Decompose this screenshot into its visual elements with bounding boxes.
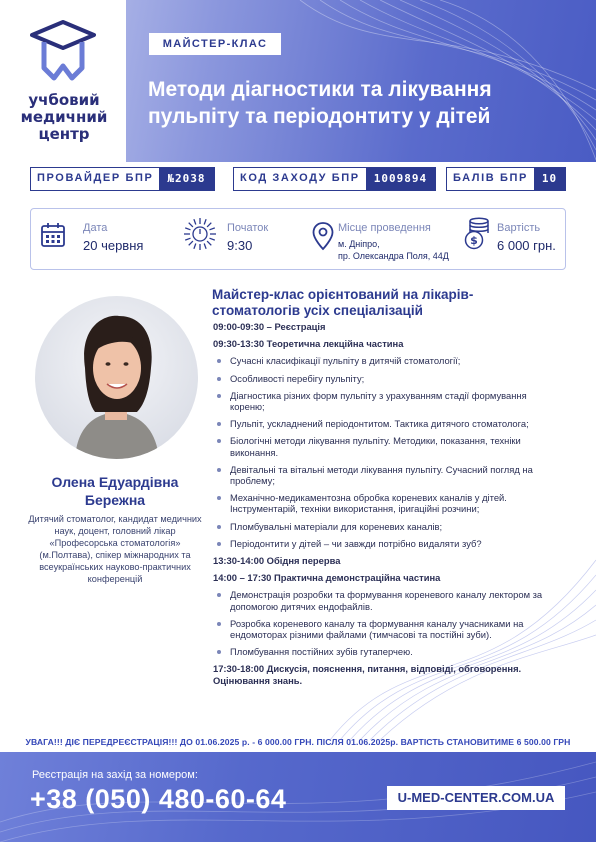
price-label: Вартість <box>497 222 541 234</box>
registration-label: Реєстрація на захід за номером: <box>32 769 198 781</box>
place-line-2: пр. Олександра Поля, 44Д <box>338 251 449 261</box>
info-date <box>39 219 169 263</box>
header-banner <box>0 0 596 162</box>
program-time-4: 14:00 – 17:30 Практична демонстраційна частина <box>213 572 441 584</box>
calendar-icon <box>39 221 67 249</box>
location-pin-icon <box>311 221 335 251</box>
start-label: Початок <box>227 222 269 234</box>
svg-text:$: $ <box>470 234 478 247</box>
bpr-code-label: КОД ЗАХОДУ БПР <box>234 168 366 190</box>
start-value: 9:30 <box>227 238 253 253</box>
bpr-code-value: 1009894 <box>366 168 435 190</box>
website-link[interactable]: U-MED-CENTER.COM.UA <box>387 786 565 810</box>
info-place <box>311 219 461 263</box>
list-item: Біологічні методи лікування пульпіту. Методики, показання, техніки виконання. <box>213 435 555 457</box>
place-line-1: м. Дніпро, <box>338 239 380 249</box>
list-item: Механічно-медикаментозна обробка кореневих каналів у дітей. Інструментарій, техніки використання, іригаційні розчини; <box>213 492 555 514</box>
program <box>213 321 555 692</box>
list-item: Періодонтити у дітей – чи завжди потрібно видаляти зуб? <box>213 538 555 549</box>
speaker-name <box>20 473 210 509</box>
list-item: Розробка кореневого каналу та формування каналу учасниками на ендомоторах різними файлами (тимчасові та постійні зуби). <box>213 618 555 640</box>
logo-line-2: медичний <box>20 108 108 126</box>
date-value: 20 червня <box>83 238 144 253</box>
place-address <box>338 238 449 262</box>
price-value: 6 000 грн. <box>497 238 556 253</box>
speaker-portrait-illustration <box>35 296 198 459</box>
coins-icon <box>463 217 493 251</box>
clock-sunburst-icon <box>183 217 217 251</box>
speaker-name-line-2: Бережна <box>84 492 146 508</box>
speaker-photo <box>35 296 198 459</box>
speaker-description: Дитячий стоматолог, кандидат медичних наук, доцент, головний лікар «Професорська стоматологія» (м.Полтава), спікер міжнародних та всеукраїнських науково-практичних конференцій <box>28 514 202 584</box>
list-item: Пломбувальні матеріали для кореневих каналів; <box>213 521 555 532</box>
practice-list <box>213 589 555 657</box>
program-heading: Майстер-клас орієнтований на лікарів-стоматологів усіх спеціалізацій <box>212 287 474 318</box>
place-label: Місце проведення <box>338 222 431 234</box>
phone-number[interactable]: +38 (050) 480-60-64 <box>30 784 287 814</box>
list-item: Сучасні класифікації пульпіту в дитячій стоматології; <box>213 355 555 366</box>
bpr-points-value: 10 <box>534 168 565 190</box>
logo-line-1: учбовий <box>28 91 100 109</box>
list-item: Пломбування постійних зубів гутаперчею. <box>213 646 555 657</box>
event-info-bar <box>30 208 566 270</box>
theory-list <box>213 355 555 549</box>
footer <box>0 752 596 842</box>
bpr-provider-label: ПРОВАЙДЕР БПР <box>31 168 159 190</box>
program-time-2: 09:30-13:30 Теоретична лекційна частина <box>213 338 404 350</box>
info-price <box>463 219 563 263</box>
speaker-name-line-1: Олена Едуардівна <box>51 474 179 490</box>
logo-line-3: центр <box>38 125 90 143</box>
list-item: Особливості перебігу пульпіту; <box>213 373 555 384</box>
bpr-points-label: БАЛІВ БПР <box>447 168 534 190</box>
bpr-code <box>233 167 436 191</box>
bpr-row <box>0 162 596 198</box>
master-class-badge: МАЙСТЕР-КЛАС <box>149 33 281 55</box>
logo-text <box>8 92 120 143</box>
program-time-5: 17:30-18:00 Дискусія, пояснення, питання, відповіді, обговорення. Оцінювання знань. <box>213 663 522 686</box>
bpr-provider-value: №2038 <box>159 168 213 190</box>
list-item: Пульпіт, ускладнений періодонтитом. Тактика дитячого стоматолога; <box>213 418 555 429</box>
logo <box>0 0 126 162</box>
graduation-cap-icon <box>30 18 96 84</box>
program-time-1: 09:00-09:30 – Реєстрація <box>213 321 326 332</box>
list-item: Демонстрація розробки та формування кореневого каналу лектором за допомогою дитячих ендофайлів. <box>213 589 555 611</box>
list-item: Діагностика різних форм пульпіту з урахуванням стадії формування кореню; <box>213 390 555 412</box>
bpr-points <box>446 167 566 191</box>
program-time-3: 13:30-14:00 Обідня перерва <box>213 555 341 567</box>
info-start <box>183 219 303 263</box>
bpr-provider <box>30 167 215 191</box>
page-title: Методи діагностики та лікування пульпіту та періодонтиту у дітей <box>148 78 492 128</box>
date-label: Дата <box>83 222 108 234</box>
list-item: Девітальні та вітальні методи лікування пульпіту. Сучасний погляд на проблему; <box>213 464 555 486</box>
preregistration-warning: УВАГА!!! ДІЄ ПЕРЕДРЕЄСТРАЦІЯ!!! ДО 01.06.2025 р. - 6 000.00 ГРН. ПІСЛЯ 01.06.2025р. ВАРТІСТЬ СТАНОВИТИМЕ 6 500.00 ГРН <box>25 737 571 747</box>
